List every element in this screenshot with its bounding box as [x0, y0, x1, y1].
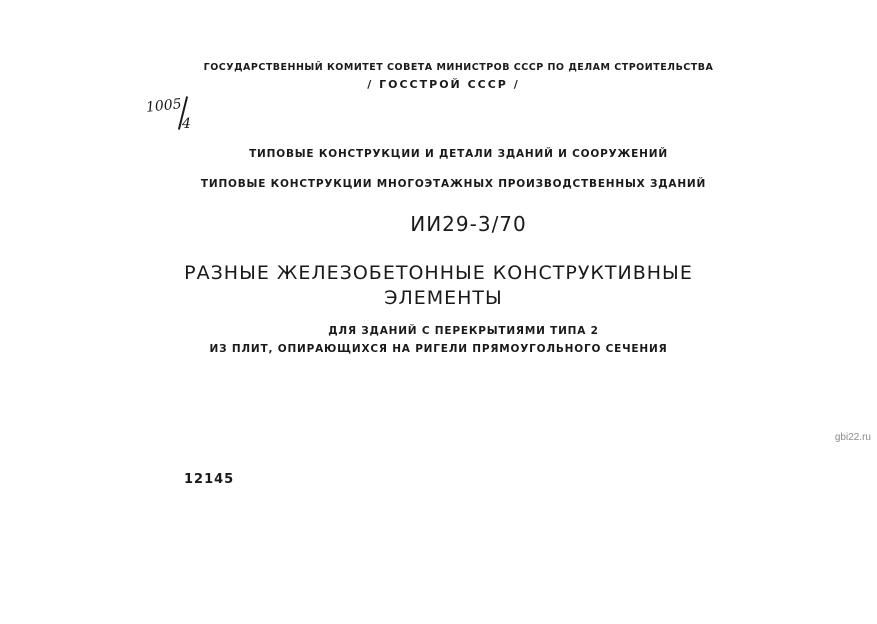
series-title-2: ТИПОВЫЕ КОНСТРУКЦИИ МНОГОЭТАЖНЫХ ПРОИЗВОДСТВЕННЫХ ЗДАНИЙ	[200, 178, 707, 190]
watermark-text: gbi22.ru	[834, 432, 871, 443]
agency-short-name: / ГОССТРОЙ СССР /	[367, 78, 520, 91]
inventory-number: 12145	[184, 472, 235, 487]
document-title-line-1: РАЗНЫЕ ЖЕЛЕЗОБЕТОННЫЕ КОНСТРУКТИВНЫЕ	[184, 262, 693, 284]
handwritten-denominator: 4	[182, 116, 191, 132]
handwritten-number: 1005	[145, 96, 183, 116]
handwritten-annotation	[146, 98, 206, 138]
document-code: ИИ29-3/70	[410, 212, 527, 236]
document-subtitle-line-1: ДЛЯ ЗДАНИЙ С ПЕРЕКРЫТИЯМИ ТИПА 2	[328, 325, 599, 337]
series-title-1: ТИПОВЫЕ КОНСТРУКЦИИ И ДЕТАЛИ ЗДАНИЙ И СООРУЖЕНИЙ	[249, 148, 668, 160]
agency-name: ГОСУДАРСТВЕННЫЙ КОМИТЕТ СОВЕТА МИНИСТРОВ СССР ПО ДЕЛАМ СТРОИТЕЛЬСТВА	[203, 62, 714, 73]
document-title-line-2: ЭЛЕМЕНТЫ	[384, 287, 503, 309]
document-subtitle-line-2: ИЗ ПЛИТ, ОПИРАЮЩИХСЯ НА РИГЕЛИ ПРЯМОУГОЛЬНОГО СЕЧЕНИЯ	[209, 343, 668, 355]
